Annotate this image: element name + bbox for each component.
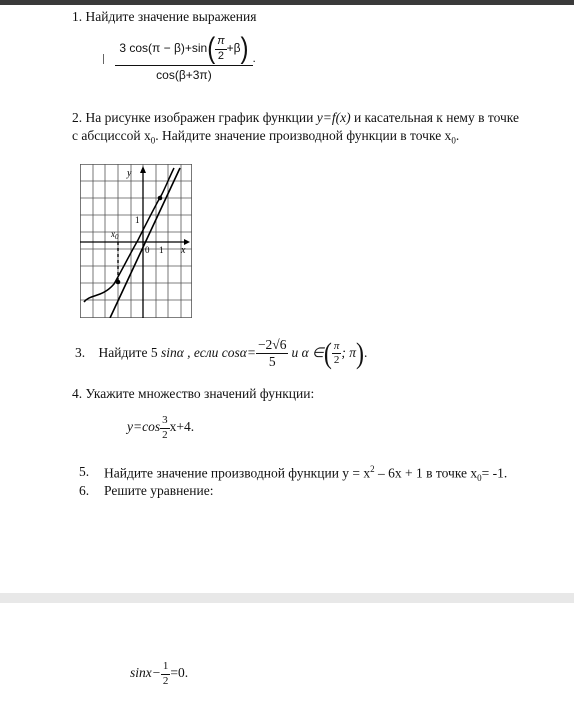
expr-1-dot: .	[252, 51, 256, 66]
p5-a: Найдите значение производной функции y = x	[104, 465, 371, 481]
problem-2-line-1	[72, 110, 519, 126]
p3-int-bot: 2	[333, 354, 340, 367]
y-axis-arrow	[140, 166, 146, 173]
p3-c: и α ∈	[291, 344, 324, 360]
p3-int-top: π	[332, 341, 342, 355]
p4-f-a: y=cos	[127, 419, 161, 435]
p5-sub: 0	[477, 473, 482, 484]
p4-f-b: x+4.	[169, 419, 195, 435]
eq-top: 1	[161, 661, 171, 675]
expr-1-numerator: 3 cos(π − β)+sin	[119, 41, 208, 56]
p2-func: y=f(x)	[316, 110, 351, 125]
p2-sub2: 0	[451, 135, 456, 146]
eq-bot: 2	[162, 674, 169, 687]
problem-6-text: Решите уравнение:	[104, 483, 214, 498]
problem-2-line-2	[72, 128, 459, 146]
expr-1-num-tail: +β	[226, 41, 241, 56]
curve-point	[158, 196, 163, 201]
p3-frac-top: −2√6	[256, 338, 289, 354]
p3-end: .	[363, 344, 368, 360]
p2-sub: 0	[150, 135, 156, 146]
page-break	[0, 593, 574, 603]
expr-1-frac-bot: 2	[217, 49, 224, 62]
p2-line2-a: с абсциссой x	[72, 128, 151, 143]
p5-sup: 2	[370, 464, 375, 474]
equation	[130, 661, 188, 687]
function-curve	[84, 168, 174, 302]
eq-b: =0.	[170, 665, 189, 681]
problem-4-text: 4. Укажите множество значений функции:	[72, 386, 315, 401]
label-y: y	[127, 168, 132, 179]
p3-frac-bot: 5	[268, 354, 276, 370]
problem-3: 3. Найдите 5 sinα , если cosα= $\frac{-2√6}{5}$ и α ∈( $\frac{\pi}{2}$ ; π).	[75, 337, 368, 370]
function-graph	[80, 164, 192, 318]
eq-a: sinx−	[130, 665, 161, 681]
p5-c: = -1.	[481, 465, 508, 481]
tangent-line	[110, 168, 180, 318]
problem-6-number: 6.	[79, 483, 90, 498]
label-one-x: 1	[159, 245, 164, 255]
label-x0-sub: 0	[115, 233, 119, 241]
problem-4-formula	[127, 415, 194, 441]
label-x0-main: x	[111, 229, 115, 239]
problem-5-number: 5.	[79, 464, 90, 479]
p3-a: Найдите 5	[98, 344, 161, 360]
p3-int-tail: ; π	[341, 344, 356, 360]
p2-end: .	[455, 128, 460, 143]
p2-line1-b: и касательная к нему в точке	[350, 110, 519, 125]
problem-1-text: 1. Найдите значение выражения	[72, 9, 257, 24]
tangent-point	[116, 280, 121, 285]
p5-b: – 6x + 1 в точке x	[374, 465, 478, 481]
p3-b: sinα , если cosα=	[160, 344, 256, 360]
p2-line1-a: 2. На рисунке изображен график функции	[72, 110, 317, 125]
expr-1-denominator: cos(β+3π)	[156, 68, 212, 83]
label-zero: 0	[145, 245, 150, 255]
top-bar	[0, 0, 574, 5]
problem-5-text	[104, 464, 507, 483]
p4-f-bot: 2	[162, 428, 168, 441]
label-x: x	[181, 245, 186, 256]
label-one-y: 1	[135, 215, 140, 225]
p2-line2-b: . Найдите значение производной функции в точке x	[155, 128, 452, 143]
problem-1-expression: 3 cos(π − β)+sin( $\frac{\pi}{2}$ +β) cos(β+3π) .	[103, 36, 256, 82]
expr-1-frac-top: π	[215, 36, 226, 50]
p4-f-top: 3	[160, 415, 170, 429]
p3-number: 3.	[75, 344, 86, 360]
